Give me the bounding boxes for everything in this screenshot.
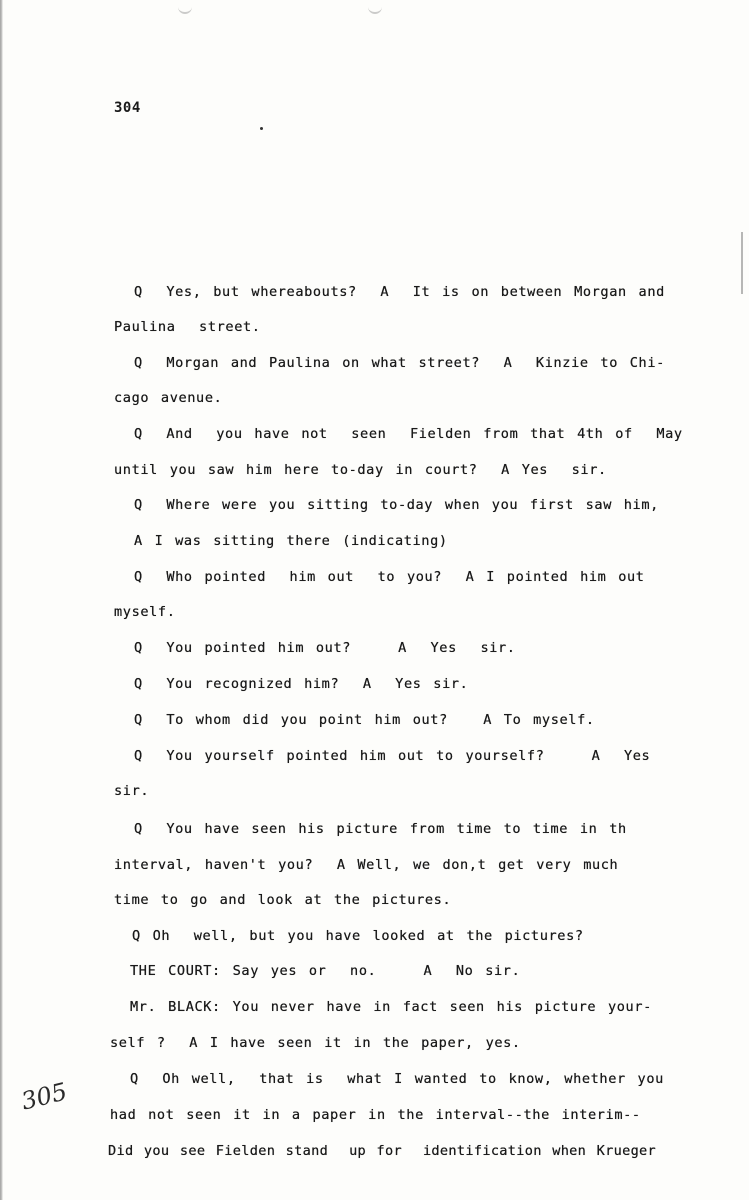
- transcript-line: Paulina street.: [114, 319, 261, 335]
- transcript-line: Q You pointed him out? A Yes sir.: [134, 640, 516, 656]
- ink-speck: [260, 127, 263, 130]
- handwritten-margin-note: 305: [18, 1077, 70, 1116]
- transcript-line: Q Morgan and Paulina on what street? A Kinzie to Chi-: [134, 355, 665, 371]
- transcript-line: Q Where were you sitting to-day when you first saw him,: [134, 497, 659, 513]
- transcript-line: Q You recognized him? A Yes sir.: [134, 676, 469, 692]
- transcript-line: Q Who pointed him out to you? A I pointed him out: [134, 569, 645, 585]
- transcript-line: THE COURT: Say yes or no. A No sir.: [130, 963, 521, 979]
- transcript-line: Q Oh well, that is what I wanted to know, whether you: [130, 1071, 664, 1087]
- transcript-line: until you saw him here to-day in court? A Yes sir.: [114, 462, 607, 478]
- punch-hole-mark: [368, 2, 382, 14]
- scan-mark: [741, 232, 743, 294]
- transcript-line: Did you see Fielden stand up for identification when Krueger: [108, 1143, 657, 1159]
- punch-hole-mark: [178, 2, 192, 14]
- transcript-line: Mr. BLACK: You never have in fact seen his picture your-: [130, 999, 652, 1015]
- transcript-line: interval, haven't you? A Well, we don,t get very much: [114, 857, 619, 873]
- transcript-line: Q Oh well, but you have looked at the pictures?: [132, 928, 584, 944]
- transcript-line: self ? A I have seen it in the paper, yes.: [110, 1035, 521, 1051]
- transcript-line: time to go and look at the pictures.: [114, 892, 452, 908]
- transcript-line: cago avenue.: [114, 390, 223, 406]
- page-left-edge: [0, 0, 3, 1200]
- transcript-line: A I was sitting there (indicating): [134, 533, 448, 549]
- transcript-line: myself.: [114, 604, 176, 620]
- transcript-line: Q And you have not seen Fielden from that 4th of May: [134, 426, 683, 442]
- transcript-line: had not seen it in a paper in the interval--the interim--: [110, 1107, 641, 1123]
- transcript-line: Q You have seen his picture from time to time in th: [134, 821, 627, 837]
- transcript-line: Q To whom did you point him out? A To myself.: [134, 712, 595, 728]
- transcript-line: sir.: [114, 783, 150, 799]
- transcript-line: Q Yes, but whereabouts? A It is on between Morgan and: [134, 284, 665, 300]
- transcript-line: Q You yourself pointed him out to yourself? A Yes: [134, 748, 651, 764]
- page-number: 304: [114, 100, 141, 116]
